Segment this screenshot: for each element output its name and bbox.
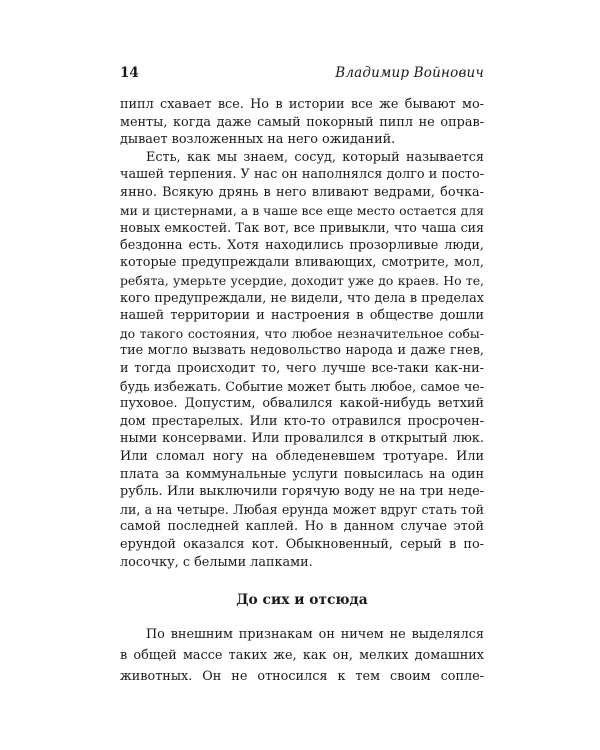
text-line: плата за коммунальные услуги повысилась на один bbox=[120, 466, 484, 482]
text-line: самой последней каплей. Но в данном случае этой bbox=[120, 519, 484, 535]
text-line: в общей массе таких же, как он, мелких домашних bbox=[120, 648, 484, 663]
running-head bbox=[120, 62, 484, 84]
text-line: пипл схавает все. Но в истории все же бывают мо- bbox=[120, 97, 484, 112]
text-line: ми и цистернами, а в чаше все еще место остается для bbox=[120, 202, 484, 218]
text-line: лосочку, с белыми лапками. bbox=[120, 554, 313, 570]
text-line: животных. Он не относился к тем своим сопле- bbox=[120, 669, 484, 684]
text-line: новых емкостей. Так вот, все привыкли, что чаша сия bbox=[120, 220, 484, 236]
text-line: ли, а на четыре. Любая ерунда может вдруг стать той bbox=[120, 501, 484, 517]
section-heading: До сих и отсюда bbox=[236, 592, 368, 608]
text-line: будь избежать. Событие может быть любое, самое че- bbox=[120, 378, 484, 394]
text-line: менты, когда даже самый покорный пипл не оправ- bbox=[120, 114, 484, 130]
text-line: По внешним признакам он ничем не выделялся bbox=[146, 627, 484, 642]
text-line: пуховое. Допустим, обвалился какой-нибудь ветхий bbox=[120, 396, 484, 412]
text-line: которые предупреждали вливающих, смотрите, мол, bbox=[120, 255, 484, 271]
text-line: Или сломал ногу на обледеневшем тротуаре. Или bbox=[120, 449, 484, 464]
text-line: и тогда происходит то, чего лучше все-таки как-ни- bbox=[120, 361, 484, 376]
text-line: дом престарелых. Или кто-то отравился просрочен- bbox=[120, 413, 484, 429]
text-line: бездонна есть. Хотя находились прозорливые люди, bbox=[120, 237, 484, 253]
text-line: дывает возложенных на него ожиданий. bbox=[120, 132, 396, 148]
text-line: чашей терпения. У нас он наполнялся долго и посто- bbox=[120, 167, 484, 183]
running-title: Владимир Войнович bbox=[335, 65, 484, 81]
text-line: Есть, как мы знаем, сосуд, который называется bbox=[146, 149, 484, 165]
text-line: янно. Всякую дрянь в него вливают ведрами, бочка- bbox=[120, 185, 484, 200]
text-line: кого предупреждали, не видели, что дела в пределах bbox=[120, 290, 484, 306]
text-line: ребята, умерьте усердие, доходит уже до краев. Но те, bbox=[120, 273, 484, 288]
text-line: рубль. Или выключили горячую воду не на три неде- bbox=[120, 484, 484, 500]
text-line: до такого состояния, что любое незначительное собы- bbox=[120, 325, 484, 341]
text-line: ными консервами. Или провалился в открытый люк. bbox=[120, 431, 484, 447]
text-line: тие могло вызвать недовольство народа и даже гнев, bbox=[120, 343, 484, 359]
text-line: ерундой оказался кот. Обыкновенный, серый в по- bbox=[120, 537, 484, 552]
page-number: 14 bbox=[120, 65, 139, 81]
text-line: нашей территории и настроения в обществе дошли bbox=[120, 308, 484, 324]
